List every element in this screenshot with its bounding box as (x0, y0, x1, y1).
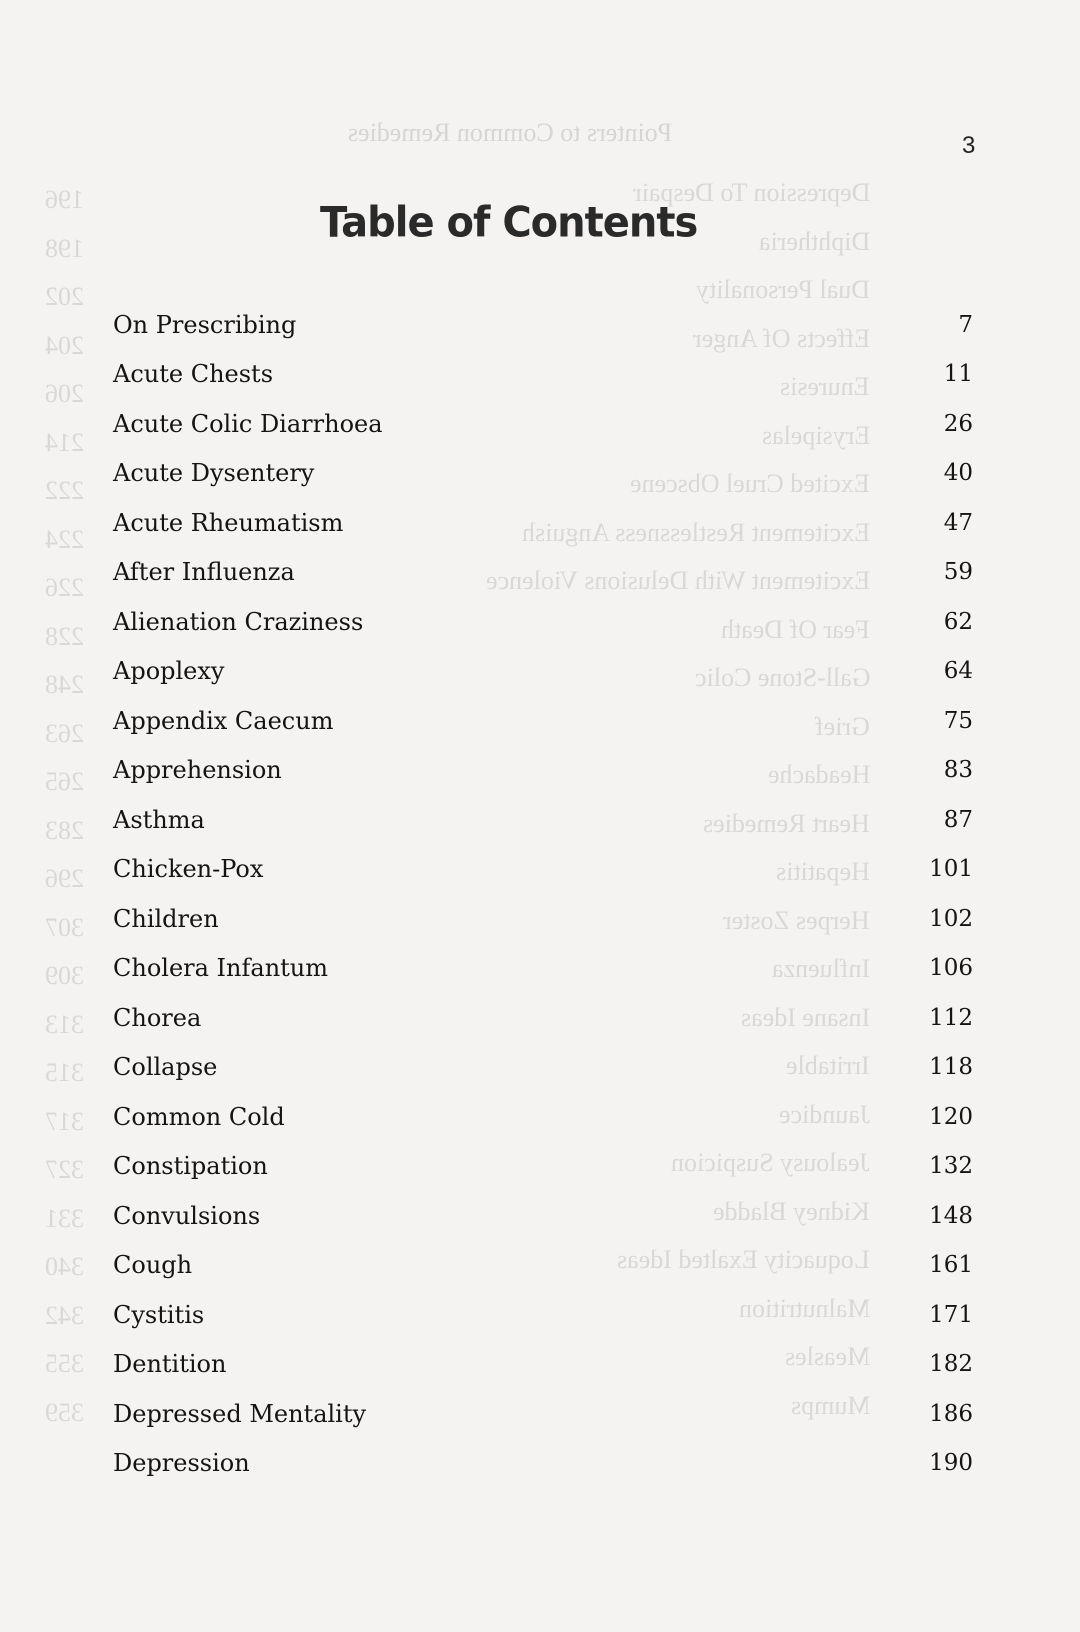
bleed-through-line: Mumps (790, 1390, 870, 1420)
bleed-through-line: Jaundice (779, 1099, 870, 1129)
toc-entry (113, 845, 973, 895)
toc-entry (113, 1389, 973, 1439)
toc-page-number: 106 (929, 955, 973, 982)
bleed-through-line: Insane Ideas (740, 1002, 870, 1032)
toc-topic: Common Cold (113, 1102, 285, 1131)
bleed-through-number: 214 (45, 427, 84, 457)
toc-entry (113, 1191, 973, 1241)
bleed-through-line: Grief (815, 711, 870, 741)
toc-entry (113, 1290, 973, 1340)
bleed-through-number: 327 (45, 1155, 84, 1184)
toc-page-number: 40 (943, 460, 973, 487)
toc-entry (113, 746, 973, 796)
toc-entry (113, 993, 973, 1043)
toc-topic: Depressed Mentality (113, 1399, 367, 1428)
toc-entry (113, 1439, 973, 1489)
toc-topic: Convulsions (113, 1201, 261, 1230)
bleed-through-line: Headache (767, 760, 870, 789)
bleed-through-number: 331 (45, 1203, 84, 1233)
toc-page-number: 102 (929, 905, 973, 932)
toc-page-number: 118 (929, 1054, 973, 1081)
bleed-through-number: 309 (45, 961, 84, 990)
toc-entry (113, 498, 973, 548)
bleed-through-number: 313 (45, 1009, 84, 1039)
toc-entry (113, 548, 973, 598)
toc-page-number: 87 (943, 806, 973, 833)
toc-page-number: 11 (943, 361, 973, 388)
bleed-through-number: 307 (45, 912, 84, 942)
toc-entry (113, 944, 973, 994)
toc-page-number: 161 (929, 1252, 973, 1279)
bleed-through-number: 265 (45, 767, 84, 796)
bleed-through-line: Kidney Bladde (713, 1196, 870, 1226)
page-number: 3 (962, 132, 976, 159)
bleed-through-line: Enuresis (780, 372, 870, 401)
toc-page-number: 26 (943, 410, 973, 437)
toc-entry (113, 647, 973, 697)
bleed-through-line: Loquacity Exalted Ideas (617, 1245, 870, 1274)
toc-page-number: 148 (929, 1202, 973, 1229)
toc-entry (113, 597, 973, 647)
bleed-through-line: Herpes Zoster (723, 905, 870, 935)
toc-topic: Constipation (113, 1152, 268, 1181)
toc-topic: Acute Chests (113, 360, 274, 389)
bleed-through-number: 263 (45, 718, 84, 748)
toc-topic: Acute Dysentery (113, 459, 315, 488)
toc-entry (113, 795, 973, 845)
toc-entry (113, 399, 973, 449)
toc-entry (113, 350, 973, 400)
toc-page-number: 64 (943, 658, 973, 685)
bleed-through-line: Hepatitis (776, 857, 870, 886)
bleed-through-line: Measles (784, 1342, 870, 1371)
bleed-through-line: Excitement With Delusions Violence (485, 566, 870, 595)
toc-topic: Acute Rheumatism (113, 508, 344, 537)
toc-page-number: 83 (943, 757, 973, 784)
bleed-through-line: Diphtheria (758, 226, 870, 256)
bleed-through-line: Fear Of Death (721, 614, 870, 644)
bleed-through-number: 296 (45, 864, 84, 893)
bleed-through-number: 355 (45, 1349, 84, 1378)
bleed-through-number: 222 (45, 476, 84, 505)
toc-page-number: 101 (929, 856, 973, 883)
bleed-through-line: Influenza (771, 954, 870, 983)
toc-entry (113, 696, 973, 746)
toc-topic: Appendix Caecum (113, 706, 334, 735)
toc-entry (113, 894, 973, 944)
toc-page-number: 190 (929, 1450, 973, 1477)
toc-topic: Chorea (113, 1003, 202, 1032)
toc-entry (113, 1142, 973, 1192)
toc-page-number: 112 (929, 1004, 973, 1031)
bleed-through-line: Effects Of Anger (692, 323, 870, 353)
toc-topic: Alienation Craziness (113, 607, 364, 636)
toc-topic: Cystitis (113, 1300, 205, 1329)
toc-entry (113, 1241, 973, 1291)
toc-page-number: 62 (943, 608, 973, 635)
toc-entry (113, 300, 973, 350)
bleed-through-number: 342 (45, 1300, 84, 1330)
bleed-through-line: Excitement Restlessness Anguish (521, 517, 870, 547)
bleed-through-number: 283 (45, 815, 84, 845)
toc-page-number: 186 (929, 1400, 973, 1427)
bleed-through-number: 315 (45, 1058, 84, 1087)
toc-entry (113, 1043, 973, 1093)
bleed-through-line: Dual Personality (695, 275, 870, 304)
toc-list (113, 300, 973, 1488)
toc-page-number: 59 (943, 559, 973, 586)
bleed-through-number: 248 (45, 670, 84, 699)
toc-page-number: 182 (929, 1351, 973, 1378)
bleed-through-line: Erysipelas (761, 420, 870, 450)
toc-topic: Apoplexy (113, 657, 225, 686)
bleed-through-line: Excited Cruel Obscene (630, 469, 870, 498)
bleed-through-number: 202 (45, 282, 84, 311)
bleed-through-line: Heart Remedies (703, 808, 870, 838)
bleed-through-number: 226 (45, 573, 84, 602)
bleed-through-line: Gall-Stone Colic (694, 663, 870, 692)
bleed-through-line: Jealousy Suspicion (671, 1148, 870, 1177)
bleed-through-number: 196 (45, 185, 84, 214)
toc-topic: Chicken-Pox (113, 855, 264, 884)
page-title: Table of Contents (320, 198, 698, 248)
bleed-through-number: 224 (45, 524, 84, 554)
toc-entry (113, 1340, 973, 1390)
toc-page-number: 75 (943, 707, 973, 734)
toc-page-number: 132 (929, 1153, 973, 1180)
toc-topic: Acute Colic Diarrhoea (113, 409, 383, 438)
toc-topic: Dentition (113, 1350, 227, 1379)
toc-topic: Asthma (113, 805, 205, 834)
toc-topic: Cholera Infantum (113, 954, 329, 983)
bleed-through-number: 317 (45, 1106, 84, 1136)
toc-topic: Cough (113, 1251, 193, 1280)
toc-entry (113, 1092, 973, 1142)
toc-page-number: 171 (929, 1301, 973, 1328)
toc-page-number: 120 (929, 1103, 973, 1130)
bleed-through-number: 204 (45, 330, 84, 360)
bleed-through-line: Irritable (786, 1051, 870, 1080)
toc-topic: After Influenza (113, 558, 295, 587)
bleed-through-number: 340 (45, 1252, 84, 1281)
toc-topic: Depression (113, 1449, 250, 1478)
bleed-through-number: 206 (45, 379, 84, 408)
bleed-through-line: Malnutrition (738, 1293, 870, 1323)
running-head: Pointers to Common Remedies (347, 118, 673, 147)
toc-page-number: 7 (958, 311, 973, 338)
toc-topic: Apprehension (113, 756, 282, 785)
toc-entry (113, 449, 973, 499)
toc-topic: On Prescribing (113, 310, 297, 339)
bleed-through-number: 359 (45, 1397, 84, 1427)
toc-topic: Collapse (113, 1053, 218, 1082)
toc-page-number: 47 (943, 509, 973, 536)
bleed-through-number: 228 (45, 621, 84, 651)
bleed-through-number: 198 (45, 233, 84, 263)
toc-topic: Children (113, 904, 219, 933)
bleed-through-line: Depression To Despair (632, 178, 870, 207)
